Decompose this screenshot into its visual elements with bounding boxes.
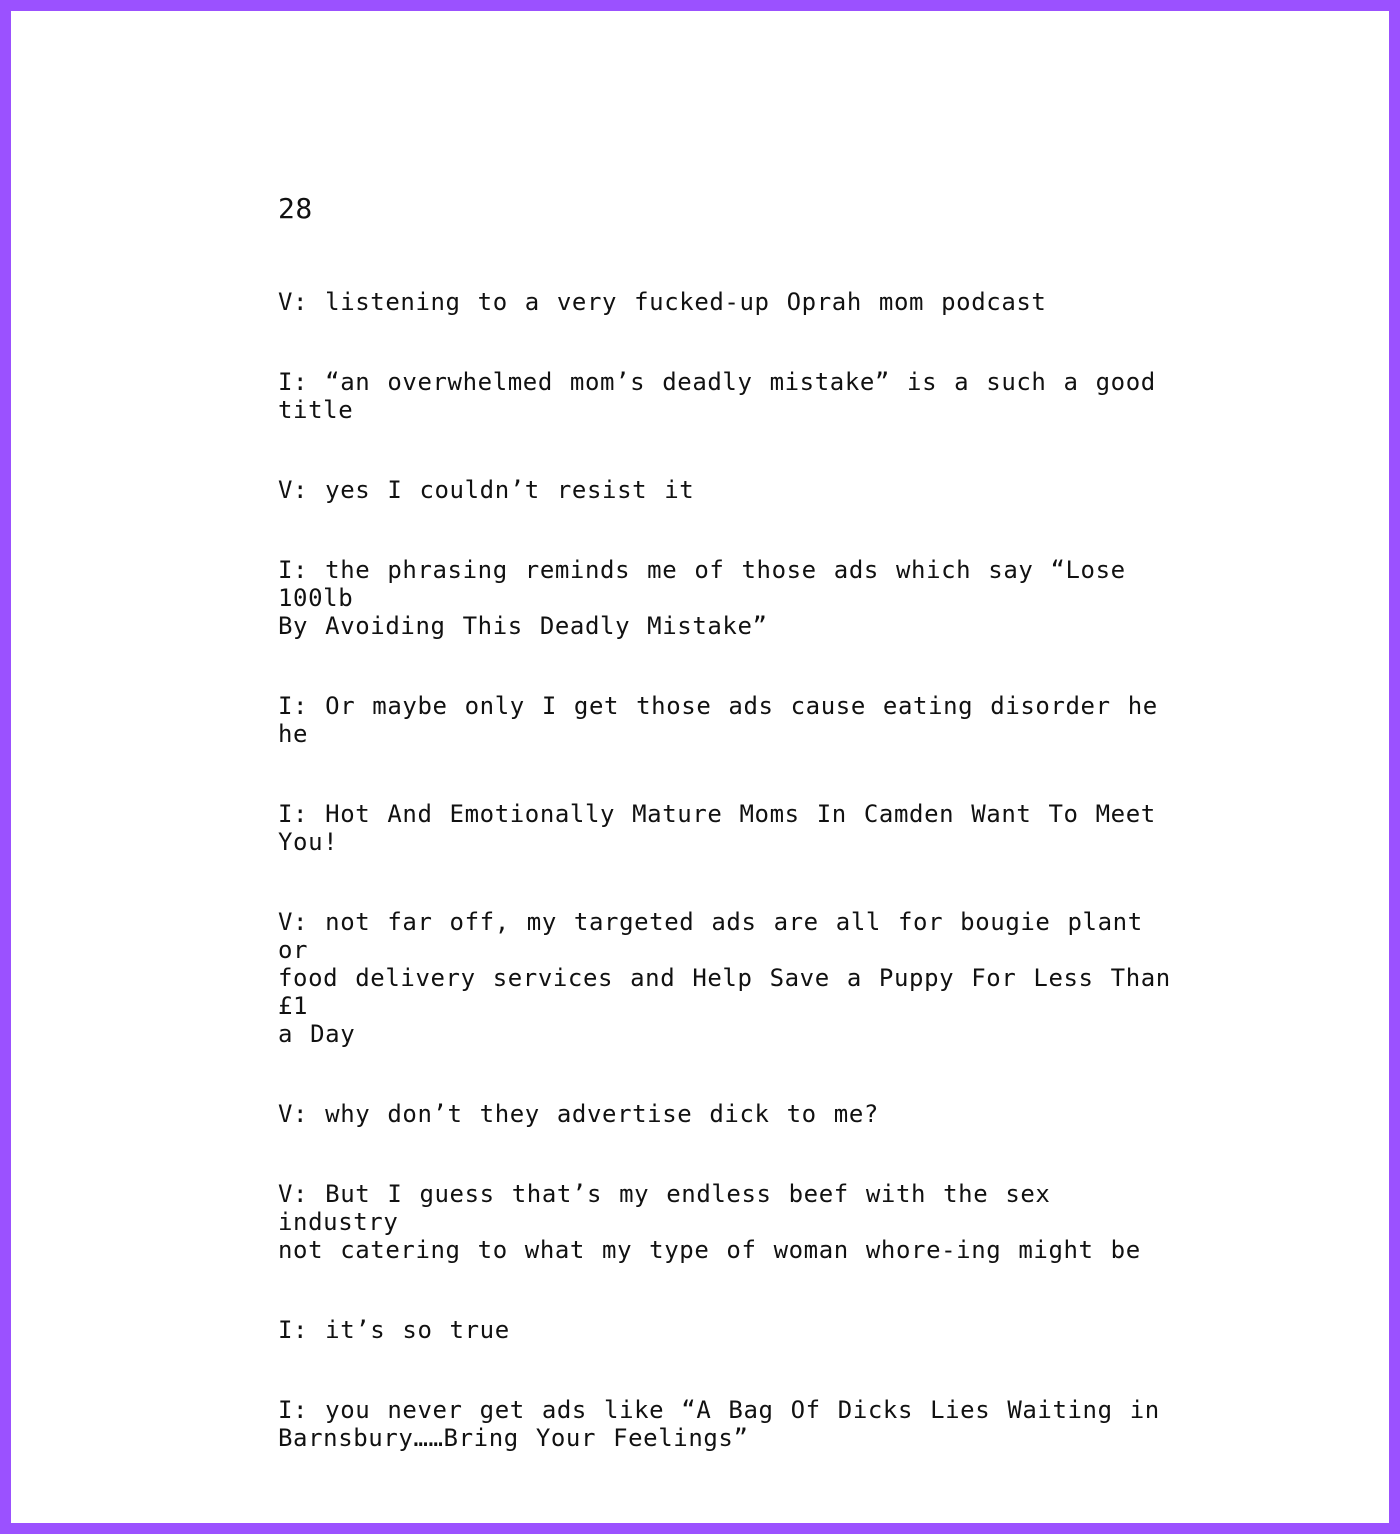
message-line: I: it’s so true: [278, 1316, 510, 1344]
message-list: [278, 288, 1178, 1452]
page-content: [278, 189, 1178, 1504]
message-line: I: you never get ads like “A Bag Of Dicks Lies Waiting in Barnsbury……Bring Your Feelings”: [278, 1396, 1160, 1452]
message-line: V: yes I couldn’t resist it: [278, 476, 695, 504]
message-line: V: why don’t they advertise dick to me?: [278, 1100, 879, 1128]
message-line: I: the phrasing reminds me of those ads which say “Lose 100lb By Avoiding This Deadly Mistake”: [278, 556, 1126, 640]
page-number: 28: [278, 192, 313, 225]
message-line: V: But I guess that’s my endless beef with the sex industry not catering to what my type of woman whore-ing might be: [278, 1180, 1141, 1264]
message-line: I: Hot And Emotionally Mature Moms In Camden Want To Meet You!: [278, 800, 1156, 856]
message-line: V: listening to a very fucked-up Oprah mom podcast: [278, 288, 1047, 316]
message-line: I: Or maybe only I get those ads cause eating disorder he he: [278, 692, 1175, 748]
message-line: I: “an overwhelmed mom’s deadly mistake” is a such a good title: [278, 368, 1156, 424]
message-line: V: not far off, my targeted ads are all for bougie plant or food delivery services and Help Save a Puppy For Less Than £1 a Day: [278, 908, 1171, 1048]
